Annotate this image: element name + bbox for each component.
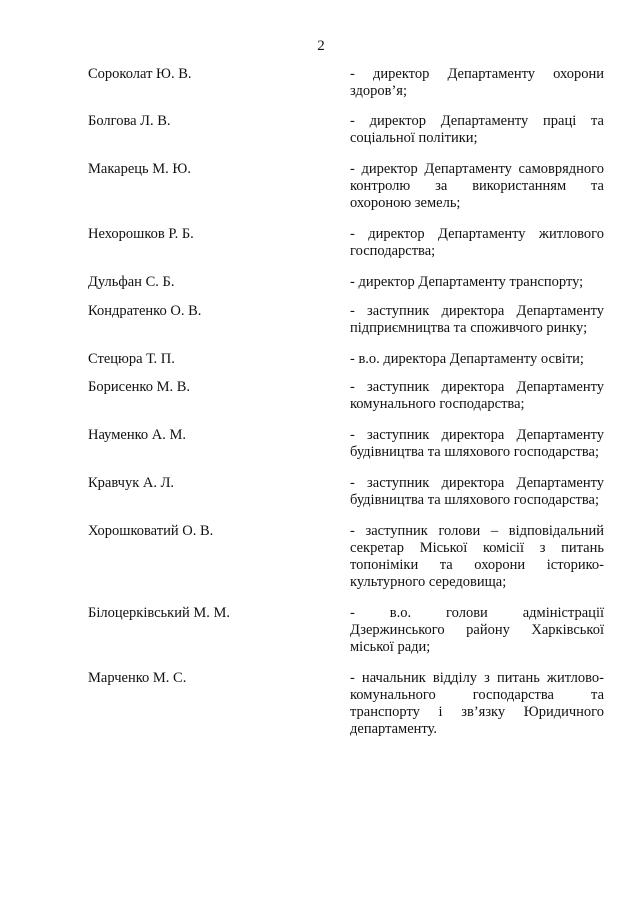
- member-position: - директор Департаменту транспорту;: [350, 274, 584, 290]
- member-name: Нехорошков Р. Б.: [88, 226, 194, 242]
- page-number: 2: [317, 38, 325, 54]
- member-position: - начальник відділу з питань житлово-комунального господарства та транспорту і зв’язку Юридичного департаменту.: [350, 670, 604, 737]
- member-entry: [88, 351, 604, 368]
- member-entry: [88, 427, 604, 461]
- member-entry: [88, 113, 604, 147]
- member-entry: [88, 605, 604, 656]
- member-name: Кондратенко О. В.: [88, 303, 202, 319]
- member-position: - заступник директора Департаменту будівництва та шляхового господарства;: [350, 475, 604, 508]
- member-position: - в.о. голови адміністрації Дзержинського району Харківської міської ради;: [350, 605, 604, 655]
- member-entry: [88, 274, 604, 291]
- member-name: Болгова Л. В.: [88, 113, 171, 129]
- member-entry: [88, 475, 604, 509]
- member-name: Стецюра Т. П.: [88, 351, 175, 367]
- member-entry: [88, 161, 604, 212]
- member-name: Хорошковатий О. В.: [88, 523, 214, 539]
- member-name: Марченко М. С.: [88, 670, 187, 686]
- member-position: - в.о. директора Департаменту освіти;: [350, 351, 584, 367]
- member-entry: [88, 303, 604, 337]
- member-position: - директор Департаменту праці та соціальної політики;: [350, 113, 604, 146]
- member-entry: [88, 226, 604, 260]
- member-position: - заступник директора Департаменту комунального господарства;: [350, 379, 604, 412]
- member-entry: [88, 379, 604, 413]
- member-list: [88, 66, 604, 738]
- member-entry: [88, 66, 604, 100]
- member-position: - директор Департаменту житлового господарства;: [350, 226, 604, 259]
- member-name: Науменко А. М.: [88, 427, 187, 443]
- member-entry: [88, 523, 604, 591]
- member-position: - заступник директора Департаменту будівництва та шляхового господарства;: [350, 427, 604, 460]
- member-name: Дульфан С. Б.: [88, 274, 175, 290]
- member-position: - заступник директора Департаменту підприємництва та споживчого ринку;: [350, 303, 604, 336]
- member-position: - заступник голови – відповідальний секретар Міської комісії з питань топоніміки та охорони історико-культурного середовища;: [350, 523, 604, 590]
- member-name: Борисенко М. В.: [88, 379, 191, 395]
- member-name: Сороколат Ю. В.: [88, 66, 192, 82]
- member-name: Білоцерківський М. М.: [88, 605, 231, 621]
- member-entry: [88, 670, 604, 738]
- member-name: Макарець М. Ю.: [88, 161, 191, 177]
- member-position: - директор Департаменту охорони здоров’я;: [350, 66, 604, 99]
- member-position: - директор Департаменту самоврядного контролю за використанням та охороною земель;: [350, 161, 604, 211]
- member-name: Кравчук А. Л.: [88, 475, 175, 491]
